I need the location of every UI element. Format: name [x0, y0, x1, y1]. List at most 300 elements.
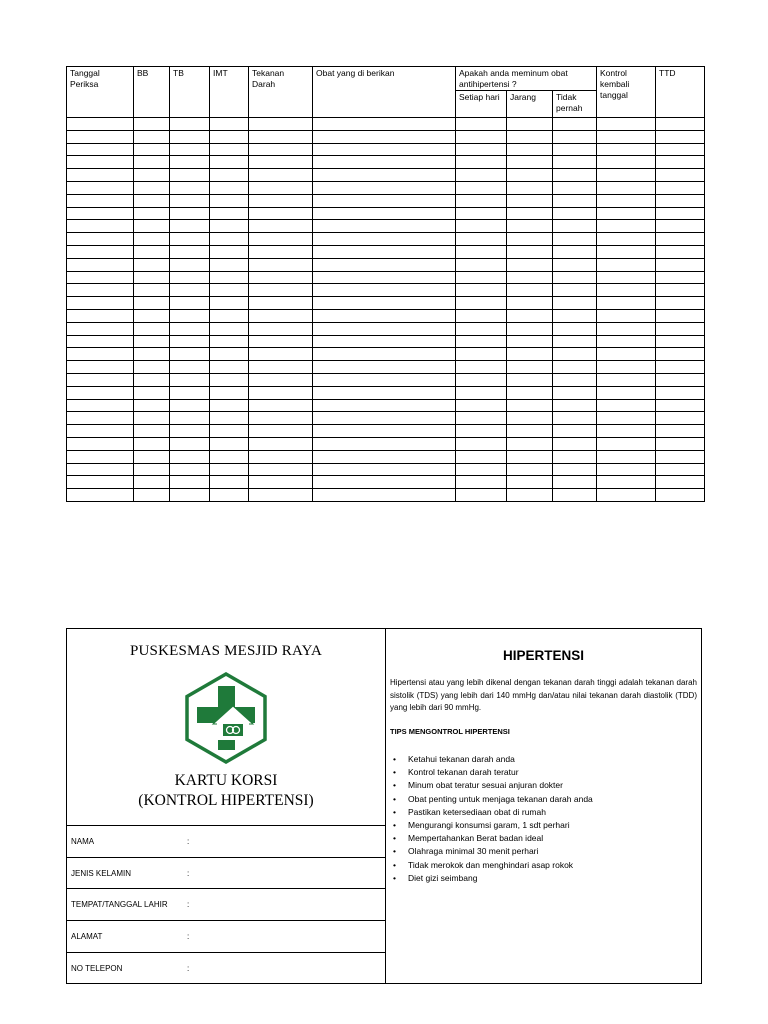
table-cell[interactable]	[170, 258, 210, 271]
table-cell[interactable]	[597, 181, 656, 194]
table-cell[interactable]	[553, 169, 597, 182]
table-cell[interactable]	[553, 489, 597, 502]
table-cell[interactable]	[597, 425, 656, 438]
table-cell[interactable]	[656, 130, 705, 143]
table-cell[interactable]	[553, 386, 597, 399]
table-cell[interactable]	[553, 207, 597, 220]
table-cell[interactable]	[456, 284, 507, 297]
table-cell[interactable]	[656, 322, 705, 335]
table-cell[interactable]	[656, 399, 705, 412]
table-cell[interactable]	[313, 245, 456, 258]
table-cell[interactable]	[507, 425, 553, 438]
table-cell[interactable]	[210, 399, 249, 412]
table-cell[interactable]	[210, 463, 249, 476]
table-cell[interactable]	[134, 284, 170, 297]
table-cell[interactable]	[67, 271, 134, 284]
table-cell[interactable]	[313, 399, 456, 412]
table-cell[interactable]	[656, 271, 705, 284]
table-cell[interactable]	[456, 489, 507, 502]
table-cell[interactable]	[597, 361, 656, 374]
table-cell[interactable]	[313, 463, 456, 476]
table-cell[interactable]	[507, 348, 553, 361]
table-cell[interactable]	[134, 335, 170, 348]
table-cell[interactable]	[597, 373, 656, 386]
table-cell[interactable]	[313, 130, 456, 143]
table-cell[interactable]	[656, 118, 705, 131]
table-cell[interactable]	[170, 399, 210, 412]
table-cell[interactable]	[134, 425, 170, 438]
table-cell[interactable]	[553, 437, 597, 450]
table-cell[interactable]	[134, 233, 170, 246]
table-cell[interactable]	[313, 361, 456, 374]
table-cell[interactable]	[507, 181, 553, 194]
table-cell[interactable]	[597, 297, 656, 310]
table-cell[interactable]	[134, 322, 170, 335]
table-cell[interactable]	[553, 284, 597, 297]
table-cell[interactable]	[210, 322, 249, 335]
table-cell[interactable]	[456, 156, 507, 169]
table-cell[interactable]	[597, 450, 656, 463]
table-cell[interactable]	[456, 322, 507, 335]
table-cell[interactable]	[67, 348, 134, 361]
table-cell[interactable]	[210, 118, 249, 131]
table-cell[interactable]	[656, 361, 705, 374]
table-cell[interactable]	[597, 489, 656, 502]
table-cell[interactable]	[210, 169, 249, 182]
table-cell[interactable]	[67, 143, 134, 156]
table-cell[interactable]	[313, 207, 456, 220]
table-cell[interactable]	[656, 156, 705, 169]
table-cell[interactable]	[170, 322, 210, 335]
table-cell[interactable]	[67, 489, 134, 502]
table-cell[interactable]	[507, 386, 553, 399]
table-cell[interactable]	[507, 373, 553, 386]
table-cell[interactable]	[249, 463, 313, 476]
table-cell[interactable]	[507, 156, 553, 169]
table-cell[interactable]	[553, 181, 597, 194]
table-cell[interactable]	[656, 309, 705, 322]
table-cell[interactable]	[134, 258, 170, 271]
table-cell[interactable]	[656, 437, 705, 450]
table-cell[interactable]	[507, 297, 553, 310]
table-cell[interactable]	[553, 309, 597, 322]
table-cell[interactable]	[170, 130, 210, 143]
table-cell[interactable]	[656, 335, 705, 348]
table-cell[interactable]	[313, 118, 456, 131]
table-cell[interactable]	[656, 258, 705, 271]
table-cell[interactable]	[170, 450, 210, 463]
table-cell[interactable]	[249, 437, 313, 450]
field-alamat[interactable]	[67, 920, 385, 952]
table-cell[interactable]	[134, 143, 170, 156]
table-cell[interactable]	[456, 412, 507, 425]
table-cell[interactable]	[210, 437, 249, 450]
table-cell[interactable]	[656, 207, 705, 220]
table-cell[interactable]	[456, 309, 507, 322]
table-cell[interactable]	[313, 169, 456, 182]
table-cell[interactable]	[597, 220, 656, 233]
table-cell[interactable]	[313, 233, 456, 246]
table-cell[interactable]	[456, 233, 507, 246]
table-cell[interactable]	[456, 169, 507, 182]
table-cell[interactable]	[656, 489, 705, 502]
table-cell[interactable]	[210, 156, 249, 169]
table-cell[interactable]	[67, 463, 134, 476]
table-cell[interactable]	[170, 271, 210, 284]
table-cell[interactable]	[456, 130, 507, 143]
table-cell[interactable]	[656, 245, 705, 258]
table-cell[interactable]	[170, 386, 210, 399]
table-cell[interactable]	[313, 297, 456, 310]
table-cell[interactable]	[553, 258, 597, 271]
table-cell[interactable]	[67, 220, 134, 233]
table-cell[interactable]	[507, 489, 553, 502]
table-cell[interactable]	[456, 373, 507, 386]
table-cell[interactable]	[313, 258, 456, 271]
table-cell[interactable]	[134, 437, 170, 450]
table-cell[interactable]	[249, 130, 313, 143]
table-cell[interactable]	[170, 143, 210, 156]
table-cell[interactable]	[507, 130, 553, 143]
table-cell[interactable]	[249, 322, 313, 335]
table-cell[interactable]	[313, 450, 456, 463]
table-cell[interactable]	[170, 348, 210, 361]
table-cell[interactable]	[170, 412, 210, 425]
table-cell[interactable]	[210, 245, 249, 258]
table-cell[interactable]	[507, 450, 553, 463]
table-cell[interactable]	[249, 373, 313, 386]
table-cell[interactable]	[134, 489, 170, 502]
table-cell[interactable]	[656, 476, 705, 489]
table-cell[interactable]	[134, 245, 170, 258]
table-cell[interactable]	[597, 386, 656, 399]
table-cell[interactable]	[249, 169, 313, 182]
table-cell[interactable]	[170, 181, 210, 194]
table-cell[interactable]	[313, 194, 456, 207]
table-cell[interactable]	[134, 476, 170, 489]
table-cell[interactable]	[170, 194, 210, 207]
table-cell[interactable]	[170, 207, 210, 220]
table-cell[interactable]	[313, 156, 456, 169]
table-cell[interactable]	[313, 322, 456, 335]
table-cell[interactable]	[67, 476, 134, 489]
table-cell[interactable]	[597, 476, 656, 489]
table-cell[interactable]	[553, 399, 597, 412]
table-cell[interactable]	[553, 348, 597, 361]
table-cell[interactable]	[134, 169, 170, 182]
table-cell[interactable]	[456, 181, 507, 194]
table-cell[interactable]	[67, 386, 134, 399]
table-cell[interactable]	[249, 297, 313, 310]
table-cell[interactable]	[170, 284, 210, 297]
field-nama[interactable]	[67, 825, 385, 857]
table-cell[interactable]	[249, 309, 313, 322]
table-cell[interactable]	[170, 169, 210, 182]
table-cell[interactable]	[313, 220, 456, 233]
table-cell[interactable]	[553, 373, 597, 386]
table-cell[interactable]	[134, 412, 170, 425]
table-cell[interactable]	[210, 335, 249, 348]
table-cell[interactable]	[507, 412, 553, 425]
table-cell[interactable]	[507, 233, 553, 246]
table-cell[interactable]	[249, 476, 313, 489]
table-cell[interactable]	[507, 169, 553, 182]
table-cell[interactable]	[656, 463, 705, 476]
table-cell[interactable]	[456, 476, 507, 489]
table-cell[interactable]	[656, 220, 705, 233]
table-cell[interactable]	[134, 118, 170, 131]
table-cell[interactable]	[313, 437, 456, 450]
table-cell[interactable]	[597, 258, 656, 271]
table-cell[interactable]	[456, 297, 507, 310]
table-cell[interactable]	[456, 361, 507, 374]
table-cell[interactable]	[553, 297, 597, 310]
table-cell[interactable]	[507, 284, 553, 297]
table-cell[interactable]	[210, 489, 249, 502]
table-cell[interactable]	[210, 130, 249, 143]
table-cell[interactable]	[597, 309, 656, 322]
table-cell[interactable]	[456, 437, 507, 450]
table-cell[interactable]	[507, 476, 553, 489]
table-cell[interactable]	[210, 450, 249, 463]
table-cell[interactable]	[456, 463, 507, 476]
table-cell[interactable]	[553, 322, 597, 335]
table-cell[interactable]	[67, 399, 134, 412]
table-cell[interactable]	[210, 373, 249, 386]
table-cell[interactable]	[67, 118, 134, 131]
table-cell[interactable]	[313, 489, 456, 502]
table-cell[interactable]	[656, 169, 705, 182]
table-cell[interactable]	[597, 399, 656, 412]
table-cell[interactable]	[456, 143, 507, 156]
table-cell[interactable]	[210, 181, 249, 194]
table-cell[interactable]	[553, 130, 597, 143]
table-cell[interactable]	[134, 348, 170, 361]
table-cell[interactable]	[134, 463, 170, 476]
table-cell[interactable]	[134, 194, 170, 207]
table-cell[interactable]	[456, 386, 507, 399]
table-cell[interactable]	[456, 450, 507, 463]
table-cell[interactable]	[313, 335, 456, 348]
table-cell[interactable]	[249, 284, 313, 297]
table-cell[interactable]	[210, 425, 249, 438]
table-cell[interactable]	[313, 476, 456, 489]
table-cell[interactable]	[67, 130, 134, 143]
table-cell[interactable]	[313, 309, 456, 322]
table-cell[interactable]	[507, 322, 553, 335]
table-cell[interactable]	[656, 412, 705, 425]
table-cell[interactable]	[456, 425, 507, 438]
table-cell[interactable]	[597, 271, 656, 284]
table-cell[interactable]	[170, 476, 210, 489]
table-cell[interactable]	[597, 437, 656, 450]
table-cell[interactable]	[656, 233, 705, 246]
table-cell[interactable]	[553, 450, 597, 463]
table-cell[interactable]	[313, 284, 456, 297]
table-cell[interactable]	[249, 194, 313, 207]
table-cell[interactable]	[507, 271, 553, 284]
table-cell[interactable]	[249, 181, 313, 194]
table-cell[interactable]	[507, 258, 553, 271]
table-cell[interactable]	[313, 348, 456, 361]
table-cell[interactable]	[597, 233, 656, 246]
table-cell[interactable]	[656, 143, 705, 156]
table-cell[interactable]	[170, 309, 210, 322]
table-cell[interactable]	[249, 425, 313, 438]
table-cell[interactable]	[249, 489, 313, 502]
table-cell[interactable]	[170, 220, 210, 233]
table-cell[interactable]	[210, 361, 249, 374]
table-cell[interactable]	[456, 207, 507, 220]
table-cell[interactable]	[67, 233, 134, 246]
table-cell[interactable]	[67, 361, 134, 374]
table-cell[interactable]	[67, 437, 134, 450]
table-cell[interactable]	[656, 194, 705, 207]
table-cell[interactable]	[210, 297, 249, 310]
table-cell[interactable]	[210, 194, 249, 207]
table-cell[interactable]	[170, 245, 210, 258]
table-cell[interactable]	[507, 437, 553, 450]
table-cell[interactable]	[249, 143, 313, 156]
table-cell[interactable]	[210, 348, 249, 361]
table-cell[interactable]	[597, 335, 656, 348]
table-cell[interactable]	[553, 118, 597, 131]
table-cell[interactable]	[249, 220, 313, 233]
table-cell[interactable]	[134, 130, 170, 143]
table-cell[interactable]	[507, 335, 553, 348]
table-cell[interactable]	[67, 425, 134, 438]
table-cell[interactable]	[597, 118, 656, 131]
table-cell[interactable]	[67, 297, 134, 310]
field-no-telepon[interactable]	[67, 952, 385, 984]
table-cell[interactable]	[553, 220, 597, 233]
table-cell[interactable]	[656, 348, 705, 361]
table-cell[interactable]	[553, 143, 597, 156]
field-tempat-tanggal-lahir[interactable]	[67, 888, 385, 920]
table-cell[interactable]	[597, 284, 656, 297]
table-cell[interactable]	[656, 450, 705, 463]
table-cell[interactable]	[134, 297, 170, 310]
table-cell[interactable]	[67, 373, 134, 386]
table-cell[interactable]	[553, 335, 597, 348]
table-cell[interactable]	[249, 271, 313, 284]
table-cell[interactable]	[456, 271, 507, 284]
table-cell[interactable]	[210, 309, 249, 322]
table-cell[interactable]	[553, 271, 597, 284]
table-cell[interactable]	[249, 412, 313, 425]
table-cell[interactable]	[134, 361, 170, 374]
table-cell[interactable]	[67, 322, 134, 335]
table-cell[interactable]	[170, 437, 210, 450]
table-cell[interactable]	[507, 361, 553, 374]
table-cell[interactable]	[170, 118, 210, 131]
table-cell[interactable]	[507, 399, 553, 412]
table-cell[interactable]	[456, 335, 507, 348]
table-cell[interactable]	[134, 450, 170, 463]
table-cell[interactable]	[553, 361, 597, 374]
table-cell[interactable]	[313, 181, 456, 194]
table-cell[interactable]	[210, 476, 249, 489]
table-cell[interactable]	[67, 412, 134, 425]
table-cell[interactable]	[249, 245, 313, 258]
table-cell[interactable]	[313, 425, 456, 438]
table-cell[interactable]	[170, 297, 210, 310]
table-cell[interactable]	[249, 361, 313, 374]
table-cell[interactable]	[553, 425, 597, 438]
table-cell[interactable]	[507, 118, 553, 131]
table-cell[interactable]	[249, 348, 313, 361]
table-cell[interactable]	[456, 194, 507, 207]
table-cell[interactable]	[597, 245, 656, 258]
table-cell[interactable]	[249, 118, 313, 131]
table-cell[interactable]	[313, 386, 456, 399]
table-cell[interactable]	[170, 425, 210, 438]
table-cell[interactable]	[249, 233, 313, 246]
table-cell[interactable]	[507, 309, 553, 322]
table-cell[interactable]	[67, 284, 134, 297]
table-cell[interactable]	[553, 463, 597, 476]
table-cell[interactable]	[507, 143, 553, 156]
table-cell[interactable]	[553, 194, 597, 207]
table-cell[interactable]	[67, 169, 134, 182]
table-cell[interactable]	[597, 143, 656, 156]
table-cell[interactable]	[507, 220, 553, 233]
table-cell[interactable]	[656, 297, 705, 310]
table-cell[interactable]	[170, 361, 210, 374]
table-cell[interactable]	[134, 386, 170, 399]
table-cell[interactable]	[553, 412, 597, 425]
table-cell[interactable]	[597, 348, 656, 361]
table-cell[interactable]	[210, 207, 249, 220]
table-cell[interactable]	[656, 373, 705, 386]
table-cell[interactable]	[249, 386, 313, 399]
table-cell[interactable]	[597, 322, 656, 335]
table-cell[interactable]	[210, 220, 249, 233]
table-cell[interactable]	[210, 258, 249, 271]
table-cell[interactable]	[67, 245, 134, 258]
table-cell[interactable]	[656, 425, 705, 438]
table-cell[interactable]	[134, 399, 170, 412]
table-cell[interactable]	[170, 489, 210, 502]
table-cell[interactable]	[134, 181, 170, 194]
table-cell[interactable]	[507, 207, 553, 220]
table-cell[interactable]	[210, 386, 249, 399]
table-cell[interactable]	[134, 373, 170, 386]
table-cell[interactable]	[553, 233, 597, 246]
table-cell[interactable]	[656, 386, 705, 399]
table-cell[interactable]	[134, 156, 170, 169]
table-cell[interactable]	[597, 412, 656, 425]
table-cell[interactable]	[456, 348, 507, 361]
table-cell[interactable]	[553, 476, 597, 489]
table-cell[interactable]	[597, 130, 656, 143]
table-cell[interactable]	[67, 181, 134, 194]
table-cell[interactable]	[249, 450, 313, 463]
table-cell[interactable]	[170, 156, 210, 169]
table-cell[interactable]	[456, 399, 507, 412]
table-cell[interactable]	[507, 463, 553, 476]
table-cell[interactable]	[249, 207, 313, 220]
table-cell[interactable]	[170, 463, 210, 476]
table-cell[interactable]	[67, 207, 134, 220]
table-cell[interactable]	[210, 233, 249, 246]
table-cell[interactable]	[507, 245, 553, 258]
table-cell[interactable]	[656, 181, 705, 194]
field-jenis-kelamin[interactable]	[67, 857, 385, 889]
table-cell[interactable]	[67, 450, 134, 463]
table-cell[interactable]	[597, 169, 656, 182]
table-cell[interactable]	[507, 194, 553, 207]
